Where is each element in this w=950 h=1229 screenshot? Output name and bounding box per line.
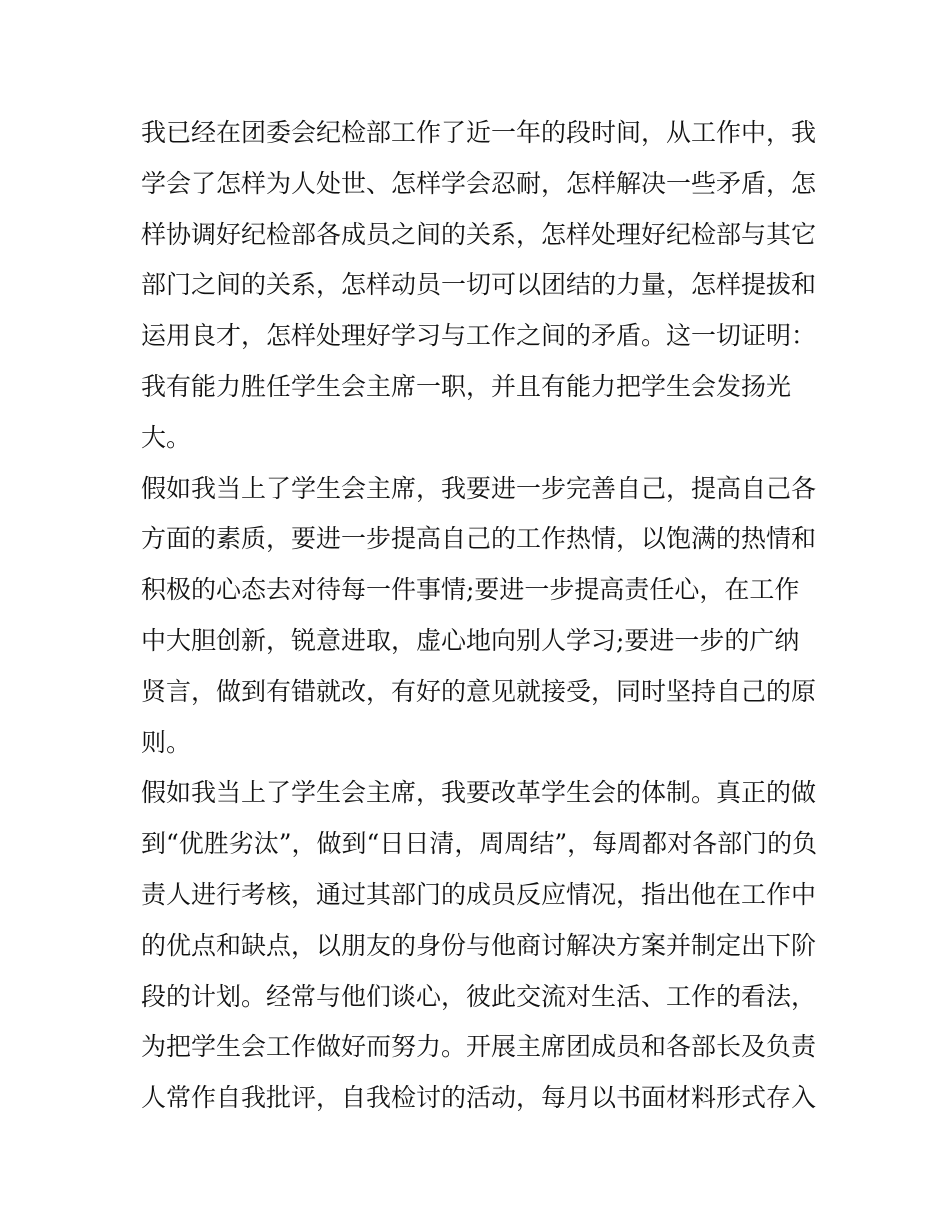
text-line: 我有能力胜任学生会主席一职，并且有能力把学生会发扬光	[141, 371, 792, 401]
text-line: 部门之间的关系，怎样动员一切可以团结的力量，怎样提拔和	[141, 270, 817, 300]
text-line: 段的计划。经常与他们谈心，彼此交流对生活、工作的看法，	[141, 981, 817, 1011]
text-line: 积极的心态去对待每一件事情;要进一步提高责任心，在工作	[141, 575, 800, 605]
text-line: 假如我当上了学生会主席，我要改革学生会的体制。真正的做	[141, 778, 817, 808]
text-line: 的优点和缺点，以朋友的身份与他商讨解决方案并制定出下阶	[141, 930, 817, 960]
text-line: 为把学生会工作做好而努力。开展主席团成员和各部长及负责	[141, 1032, 817, 1062]
text-line: 运用良才，怎样处理好学习与工作之间的矛盾。这一切证明：	[141, 321, 817, 351]
text-line: 假如我当上了学生会主席，我要进一步完善自己，提高自己各	[141, 473, 817, 503]
text-line: 我已经在团委会纪检部工作了近一年的段时间，从工作中，我	[141, 118, 817, 147]
text-line: 中大胆创新，锐意进取，虚心地向别人学习;要进一步的广纳	[141, 625, 800, 655]
text-line: 贤言，做到有错就改，有好的意见就接受，同时坚持自己的原	[141, 676, 817, 706]
text-line: 人常作自我批评，自我检讨的活动，每月以书面材料形式存入	[141, 1083, 817, 1113]
document-body	[141, 108, 821, 1124]
text-line: 方面的素质，要进一步提高自己的工作热情，以饱满的热情和	[141, 524, 817, 554]
text-line: 样协调好纪检部各成员之间的关系，怎样处理好纪检部与其它	[141, 219, 817, 249]
text-line: 大。	[141, 422, 192, 452]
text-line: 责人进行考核，通过其部门的成员反应情况，指出他在工作中	[141, 879, 817, 909]
text-line: 学会了怎样为人处世、怎样学会忍耐，怎样解决一些矛盾，怎	[141, 168, 817, 198]
text-line: 则。	[141, 727, 192, 757]
text-line: 到“优胜劣汰”，做到“日日清，周周结”，每周都对各部门的负	[141, 829, 818, 859]
